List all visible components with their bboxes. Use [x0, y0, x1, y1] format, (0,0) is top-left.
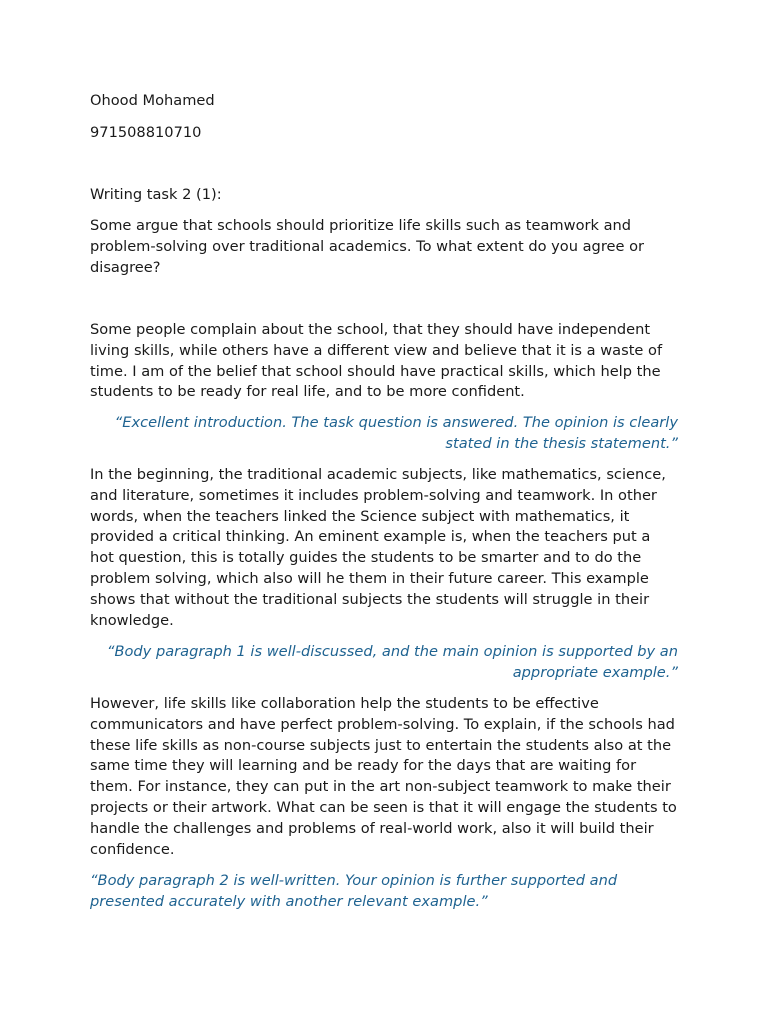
body-paragraph-2: However, life skills like collaboration help the students to be effective communicators and have perfect problem-solving. To explain, if the schools had these life skills as non-course subjects just to entertain the students also at the same time they will learning and be ready for the days that are waiting for them. For instance, they can put in the art non-subject teamwork to make their projects or their artwork. What can be seen is that it will engage the students to handle the challenges and problems of real-world work, also it will build their confidence. [90, 695, 677, 858]
task-prompt: Some argue that schools should prioritize life skills such as teamwork and problem-solving over traditional academics. To what extent do you agree or disagree? [90, 217, 645, 276]
task-title: Writing task 2 (1): [90, 186, 222, 203]
author-phone: 971508810710 [90, 124, 202, 141]
body-paragraph-1: In the beginning, the traditional academic subjects, like mathematics, science, and literature, sometimes it includes problem-solving and teamwork. In other words, when the teachers linked the Science subject with mathematics, it provided a critical thinking. An eminent example is, when the teachers put a hot question, this is totally guides the students to be smarter and to do the problem solving, which also will he them in their future career. This example shows that without the traditional subjects the students will struggle in their knowledge. [90, 466, 666, 629]
body-2-feedback: “Body paragraph 2 is well-written. Your opinion is further supported and presented accurately with another relevant example.” [90, 872, 618, 910]
body-1-feedback: “Body paragraph 1 is well-discussed, and the main opinion is supported by an appropriate example.” [106, 643, 678, 681]
intro-paragraph: Some people complain about the school, that they should have independent living skills, while others have a different view and believe that it is a waste of time. I am of the belief that school should have practical skills, which help the students to be ready for real life, and to be more confident. [90, 321, 663, 401]
author-name: Ohood Mohamed [90, 92, 215, 109]
intro-feedback: “Excellent introduction. The task question is answered. The opinion is clearly stated in the thesis statement.” [114, 414, 678, 452]
